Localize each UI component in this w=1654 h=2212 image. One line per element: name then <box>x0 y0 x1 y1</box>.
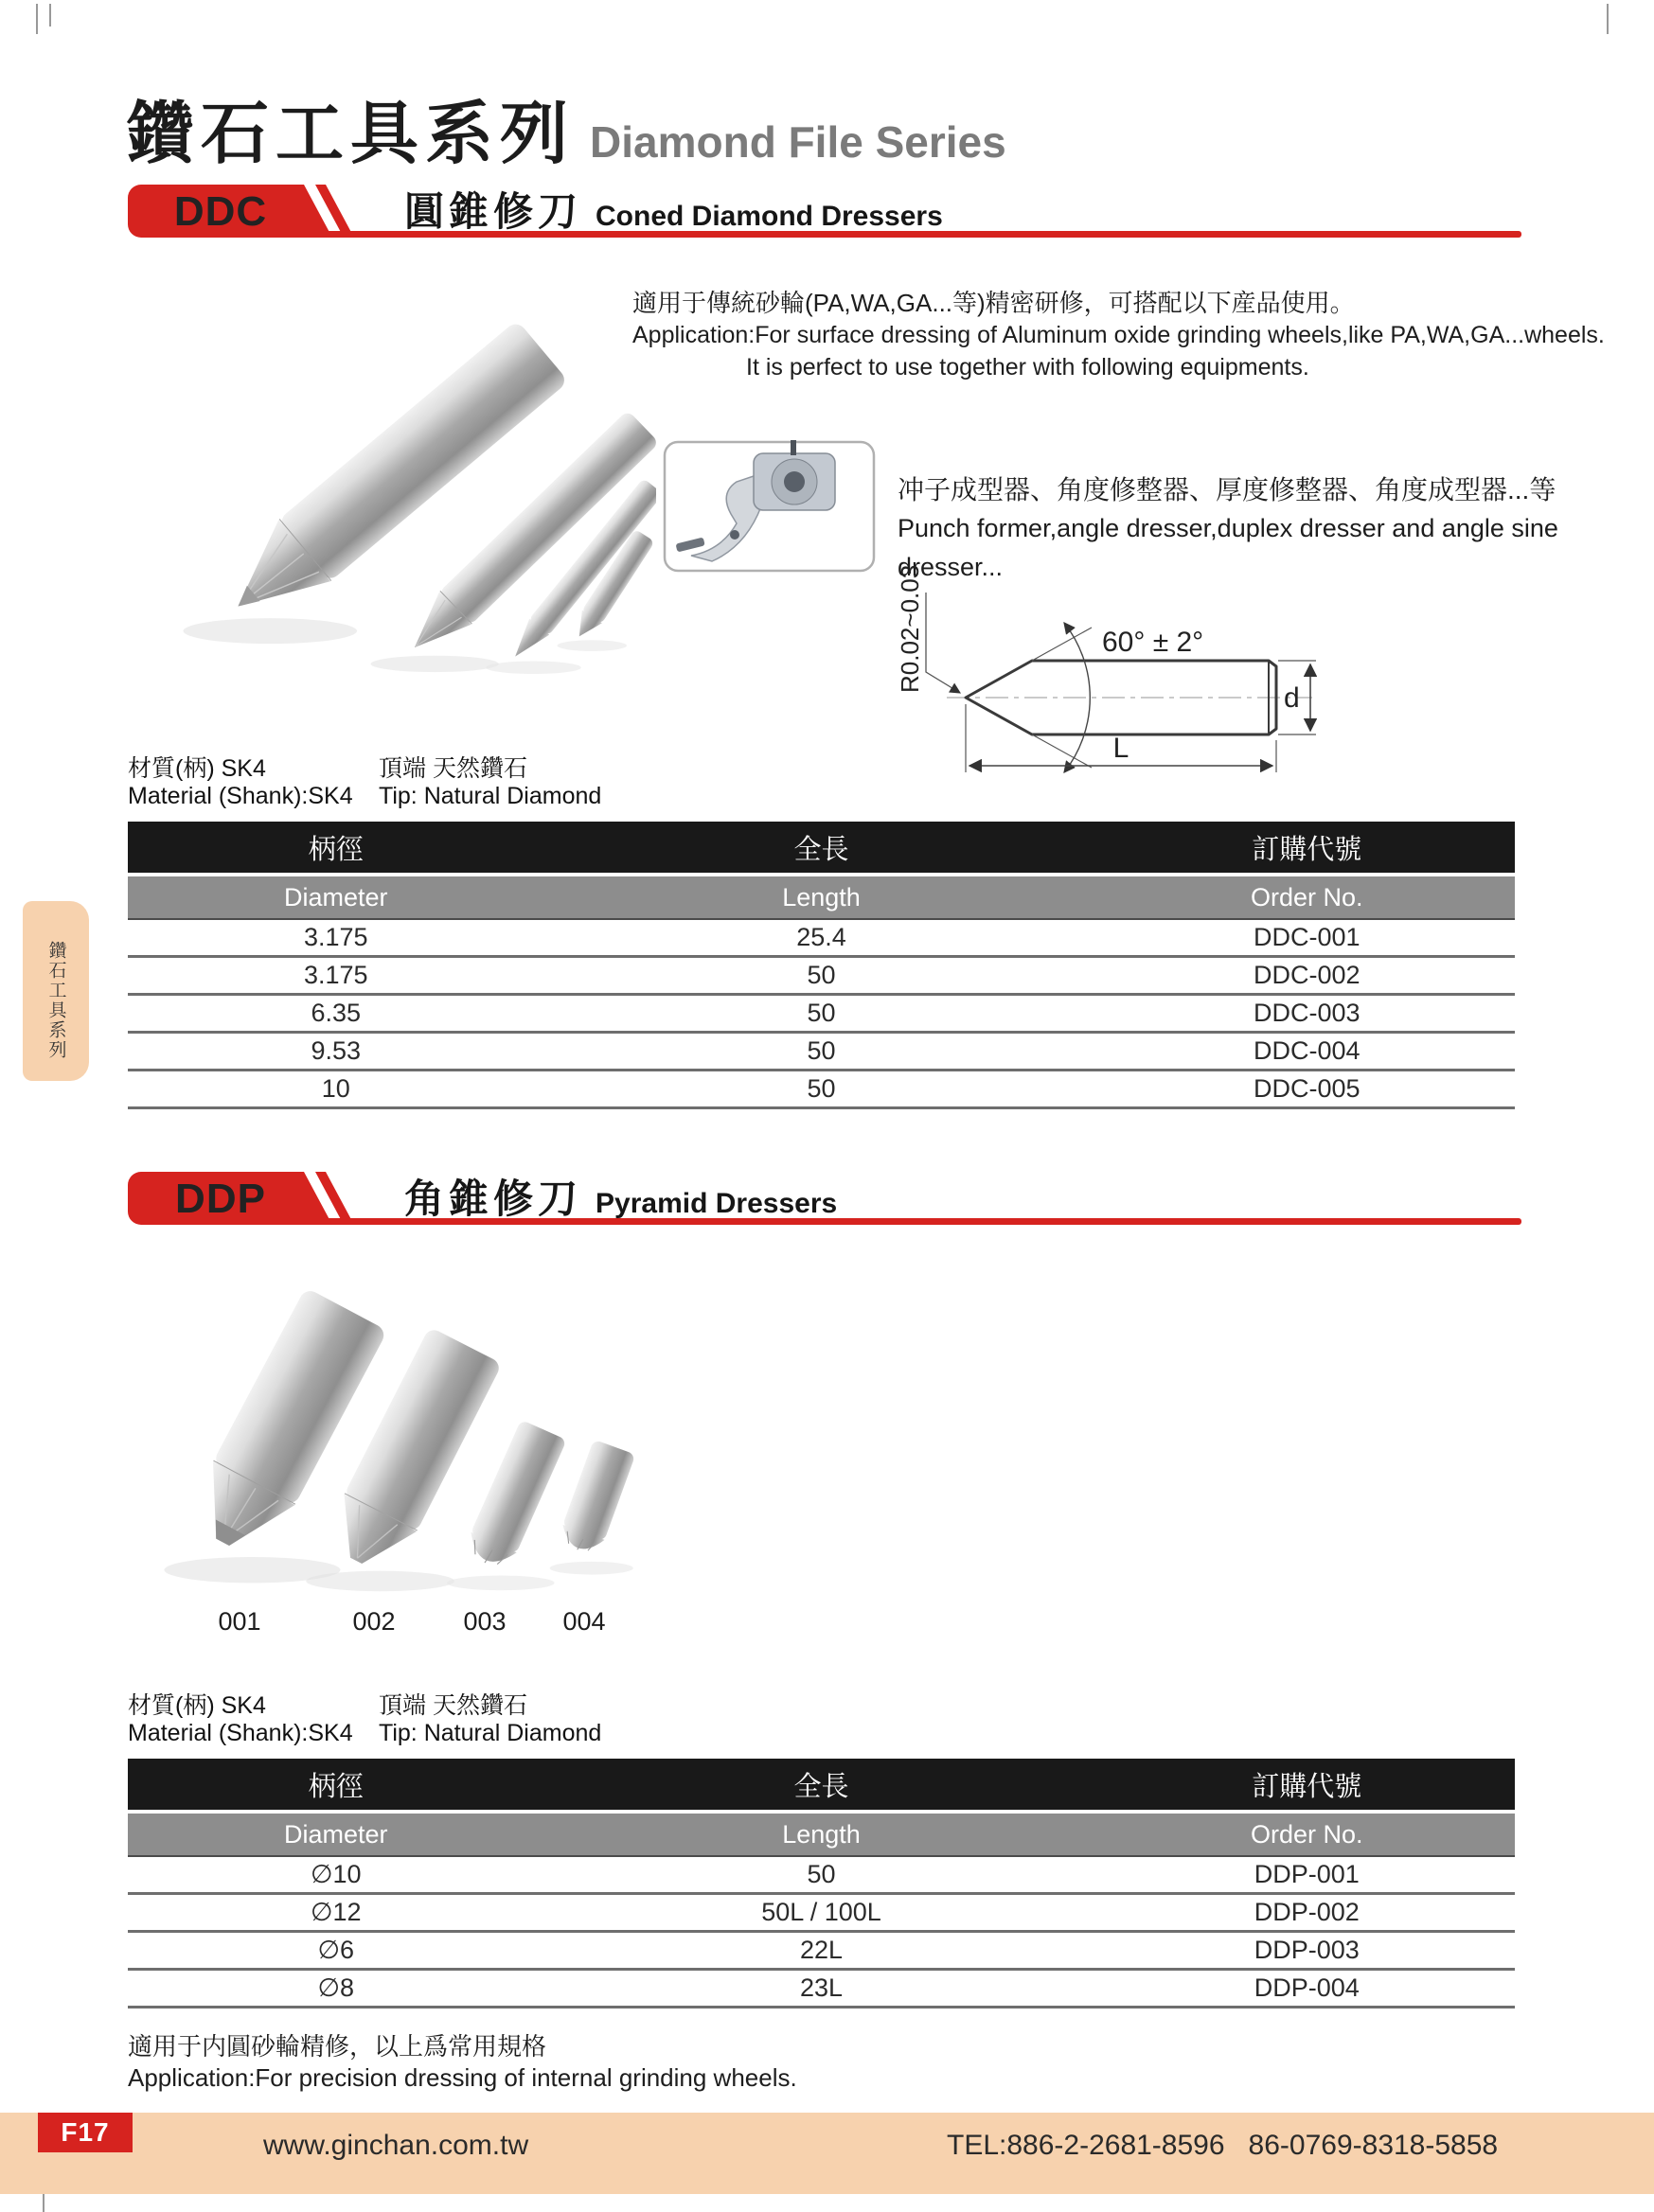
ddp-title-en: Pyramid Dressers <box>596 1188 838 1219</box>
ddc-material-tip-en: Tip: Natural Diamond <box>379 783 602 809</box>
ddp-section-titles <box>404 1168 837 1225</box>
page-title-zh: 鑽石工具系列 <box>126 97 576 172</box>
cell-diameter: 3.175 <box>303 923 368 951</box>
ddc-table <box>128 822 1515 1109</box>
column-subheader: Order No. <box>1250 882 1363 911</box>
sidebar-tab-diamond-tool-series <box>23 901 89 1081</box>
ddc-table-header-row <box>128 822 1515 873</box>
column-header: 柄徑 <box>308 834 364 865</box>
cell-length: 50 <box>807 1036 836 1065</box>
ddc-application-en-1: Application:For surface dressing of Aluminum oxide grinding wheels,like PA,WA,GA...wheels. <box>632 322 1605 348</box>
cell-order-no: DDC-004 <box>1253 1036 1361 1065</box>
table-row <box>128 958 1515 996</box>
page-title <box>126 79 1006 177</box>
ddp-material-tip-zh: 頂端 天然鑽石 <box>379 1692 527 1719</box>
cell-order-no: DDP-002 <box>1254 1898 1360 1926</box>
ddp-dresser-004 <box>557 1440 636 1558</box>
ddp-product-photo <box>140 1248 670 1600</box>
table-row <box>128 1933 1515 1971</box>
equipment-en: Punch former,angle dresser,duplex dresser and angle sine dresser... <box>898 514 1558 581</box>
ddc-product-photo <box>140 273 656 675</box>
column-subheader: Diameter <box>283 882 388 911</box>
diagram-radius-label: R0.02~0.03 <box>896 564 924 693</box>
ddc-material-shank-zh: 材質(柄) SK4 <box>128 755 266 782</box>
cell-length: 50 <box>807 1074 836 1103</box>
cell-length: 50 <box>807 999 836 1027</box>
table-row <box>128 1895 1515 1933</box>
ddc-dresser-large <box>212 320 569 637</box>
ddp-dresser-003 <box>462 1420 567 1573</box>
diagram-angle-label: 60° ± 2° <box>1102 627 1204 658</box>
cell-order-no: DDC-001 <box>1253 923 1361 951</box>
ddp-photo-label-003: 003 <box>463 1607 507 1636</box>
column-subheader: Length <box>782 1819 861 1849</box>
ddp-table-header-row <box>128 1759 1515 1810</box>
column-subheader: Order No. <box>1250 1819 1363 1849</box>
ddc-badge <box>128 185 365 238</box>
ddp-photo-label-002: 002 <box>352 1607 396 1636</box>
cell-order-no: DDC-005 <box>1253 1074 1361 1103</box>
ddp-photo-label-004: 004 <box>562 1607 606 1636</box>
ddc-application-en-2: It is perfect to use together with following equipments. <box>746 354 1309 380</box>
ddc-dimension-diagram <box>888 560 1343 797</box>
ddc-material-tip-zh: 頂端 天然鑽石 <box>379 755 527 782</box>
footer-telephone: TEL:886-2-2681-8596 86-0769-8318-5858 <box>947 2130 1499 2161</box>
column-header: 全長 <box>793 1771 849 1802</box>
cell-order-no: DDP-003 <box>1254 1936 1360 1964</box>
cell-length: 50L / 100L <box>761 1898 881 1926</box>
page-number-badge: F17 <box>38 2113 133 2152</box>
column-header: 訂購代號 <box>1252 834 1362 865</box>
ddp-section-header <box>128 1172 1521 1225</box>
footer-website: www.ginchan.com.tw <box>263 2130 529 2161</box>
crop-mark <box>1607 4 1609 34</box>
ddc-title-en: Coned Diamond Dressers <box>596 201 943 232</box>
cell-diameter: ∅6 <box>317 1936 355 1964</box>
footer <box>0 2113 1654 2194</box>
ddp-material-shank-en: Material (Shank):SK4 <box>128 1720 353 1746</box>
cell-diameter: ∅12 <box>310 1898 362 1926</box>
cell-order-no: DDC-002 <box>1253 961 1361 989</box>
ddp-note <box>128 2031 797 2094</box>
ddp-table <box>128 1759 1515 2008</box>
ddp-note-en: Application:For precision dressing of internal grinding wheels. <box>128 2063 797 2092</box>
crop-mark <box>36 4 38 34</box>
cell-diameter: 6.35 <box>311 999 362 1027</box>
ddp-title-zh: 角錐修刀 <box>404 1177 583 1221</box>
ddc-application-text <box>632 287 1605 383</box>
ddc-material-shank-en: Material (Shank):SK4 <box>128 783 353 809</box>
cell-order-no: DDC-003 <box>1253 999 1361 1027</box>
sidebar-tab-label: 鑽石工具系列 <box>45 941 66 1060</box>
cell-diameter: ∅8 <box>317 1973 355 2002</box>
column-header: 全長 <box>793 834 849 865</box>
column-subheader: Length <box>782 882 861 911</box>
angle-dresser-photo <box>663 440 876 573</box>
cell-length: 50 <box>807 961 836 989</box>
ddc-table-subheader-row <box>128 876 1515 920</box>
crop-mark <box>49 4 51 27</box>
ddp-note-zh: 適用于内圓砂輪精修，以上爲常用規格 <box>128 2032 547 2061</box>
ddp-badge <box>128 1172 365 1225</box>
equipment-zh: 冲子成型器、角度修整器、厚度修整器、角度成型器...等 <box>898 475 1556 504</box>
cell-diameter: 10 <box>321 1074 350 1103</box>
ddp-table-subheader-row <box>128 1814 1515 1857</box>
table-row <box>128 1071 1515 1109</box>
ddp-badge-label: DDP <box>175 1176 266 1222</box>
cell-order-no: DDP-004 <box>1254 1973 1360 2002</box>
ddc-title-zh: 圓錐修刀 <box>404 189 583 234</box>
ddc-section-header <box>128 185 1521 238</box>
column-header: 訂購代號 <box>1252 1771 1362 1802</box>
column-header: 柄徑 <box>308 1771 364 1802</box>
diagram-length-label: L <box>1112 733 1129 764</box>
page-title-en: Diamond File Series <box>590 117 1006 167</box>
cell-diameter: 3.175 <box>303 961 368 989</box>
ddp-photo-label-001: 001 <box>218 1607 261 1636</box>
ddc-application-zh: 適用于傳統砂輪(PA,WA,GA...等)精密研修，可搭配以下産品使用。 <box>632 289 1355 317</box>
table-row <box>128 996 1515 1034</box>
table-row <box>128 1857 1515 1895</box>
cell-length: 23L <box>799 1973 844 2002</box>
cell-length: 22L <box>799 1936 844 1964</box>
cell-length: 25.4 <box>796 923 846 951</box>
ddp-material-tip-en: Tip: Natural Diamond <box>379 1720 602 1746</box>
crop-mark <box>43 2194 44 2212</box>
table-row <box>128 1034 1515 1071</box>
cell-order-no: DDP-001 <box>1254 1860 1360 1888</box>
column-subheader: Diameter <box>283 1819 388 1849</box>
cell-length: 50 <box>807 1860 836 1888</box>
ddc-section-titles <box>404 181 943 238</box>
diagram-diameter-label: d <box>1284 682 1300 714</box>
ddc-badge-label: DDC <box>173 188 268 235</box>
cell-diameter: ∅10 <box>310 1860 362 1888</box>
table-row <box>128 1971 1515 2008</box>
table-row <box>128 920 1515 958</box>
cell-diameter: 9.53 <box>311 1036 362 1065</box>
ddp-material-shank-zh: 材質(柄) SK4 <box>128 1692 266 1719</box>
